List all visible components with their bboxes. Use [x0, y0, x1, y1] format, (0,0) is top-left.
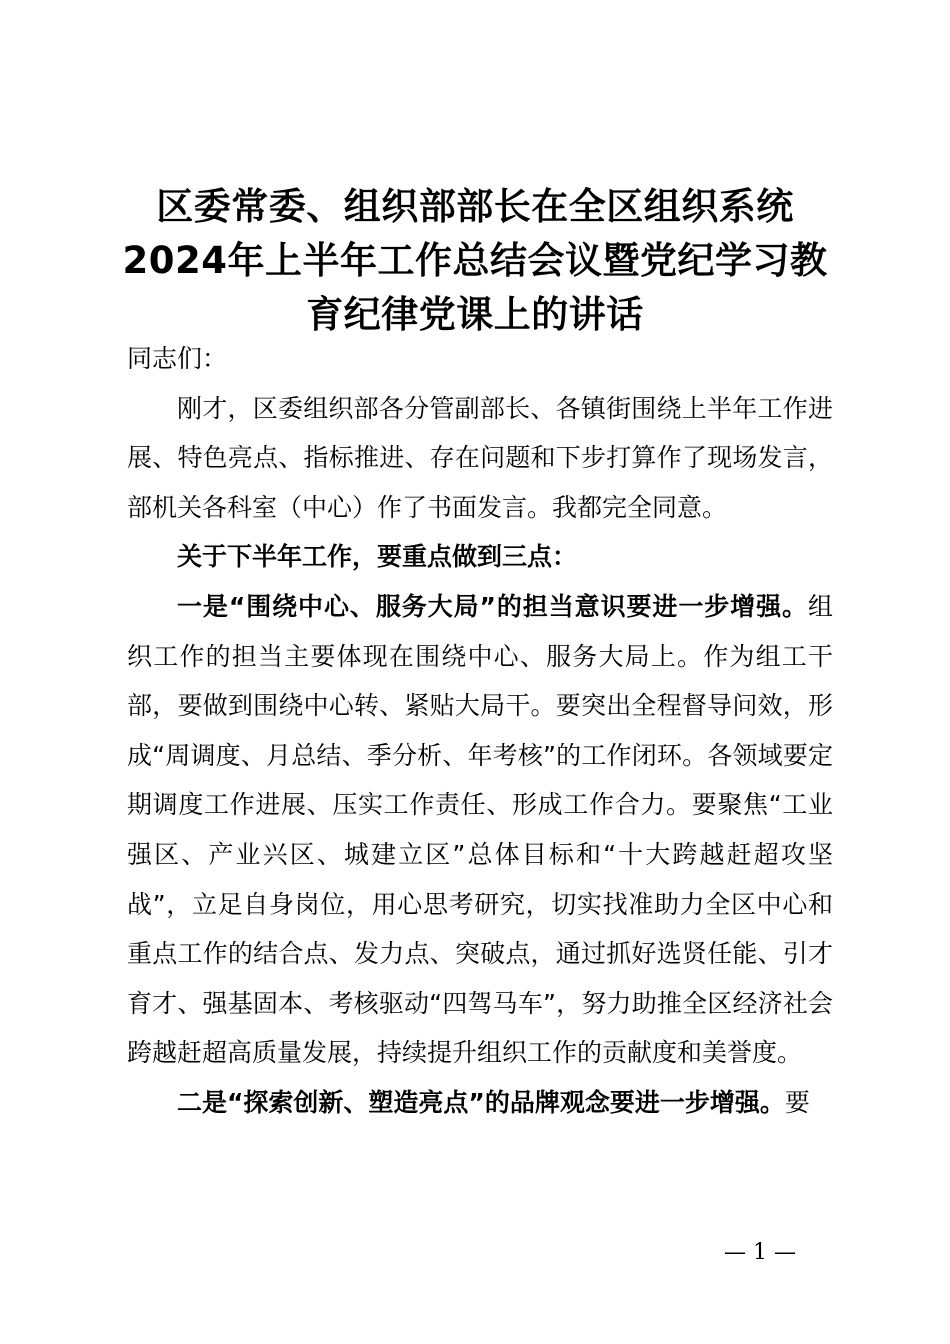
paragraph-three-points: 关于下半年工作，要重点做到三点：: [177, 542, 578, 572]
document-body: [127, 334, 833, 1128]
point-two-body: 要: [784, 1087, 810, 1117]
paragraph-point-two: [127, 1078, 833, 1128]
paragraph-opening: 刚才，区委组织部各分管副部长、各镇街围绕上半年工作进展、特色亮点、指标推进、存在问题和下步打算作了现场发言，部机关各科室（中心）作了书面发言。我都完全同意。: [127, 393, 833, 522]
page-number: — 1 —: [724, 1240, 796, 1265]
salutation: 同志们：: [127, 344, 228, 373]
document-title: 区委常委、组织部部长在全区组织系统2024年上半年工作总结会议暨党纪学习教育纪律党课上的讲话: [122, 185, 828, 336]
point-two-heading: 二是“探索创新、塑造亮点”的品牌观念要进一步增强。: [177, 1087, 785, 1117]
point-one-body: 组织工作的担当主要体现在围绕中心、服务大局上。作为组工干部，要做到围绕中心转、紧贴大局干。要突出全程督导问效，形成“周调度、月总结、季分析、年考核”的工作闭环。各领域要定期调度工作进展、压实工作责任、形成工作合力。要聚焦“工业强区、产业兴区、城建立区”总体目标和“十大跨越赶超攻坚战”，立足自身岗位，用心思考研究，切实找准助力全区中心和重点工作的结合点、发力点、突破点，通过抓好选贤任能、引才育才、强基固本、考核驱动“四驾马车”，努力助推全区经济社会跨越赶超高质量发展，持续提升组织工作的贡献度和美誉度。: [127, 591, 833, 1068]
point-one-heading: 一是“围绕中心、服务大局”的担当意识要进一步增强。: [177, 591, 808, 621]
paragraph-point-one: [127, 582, 833, 1078]
